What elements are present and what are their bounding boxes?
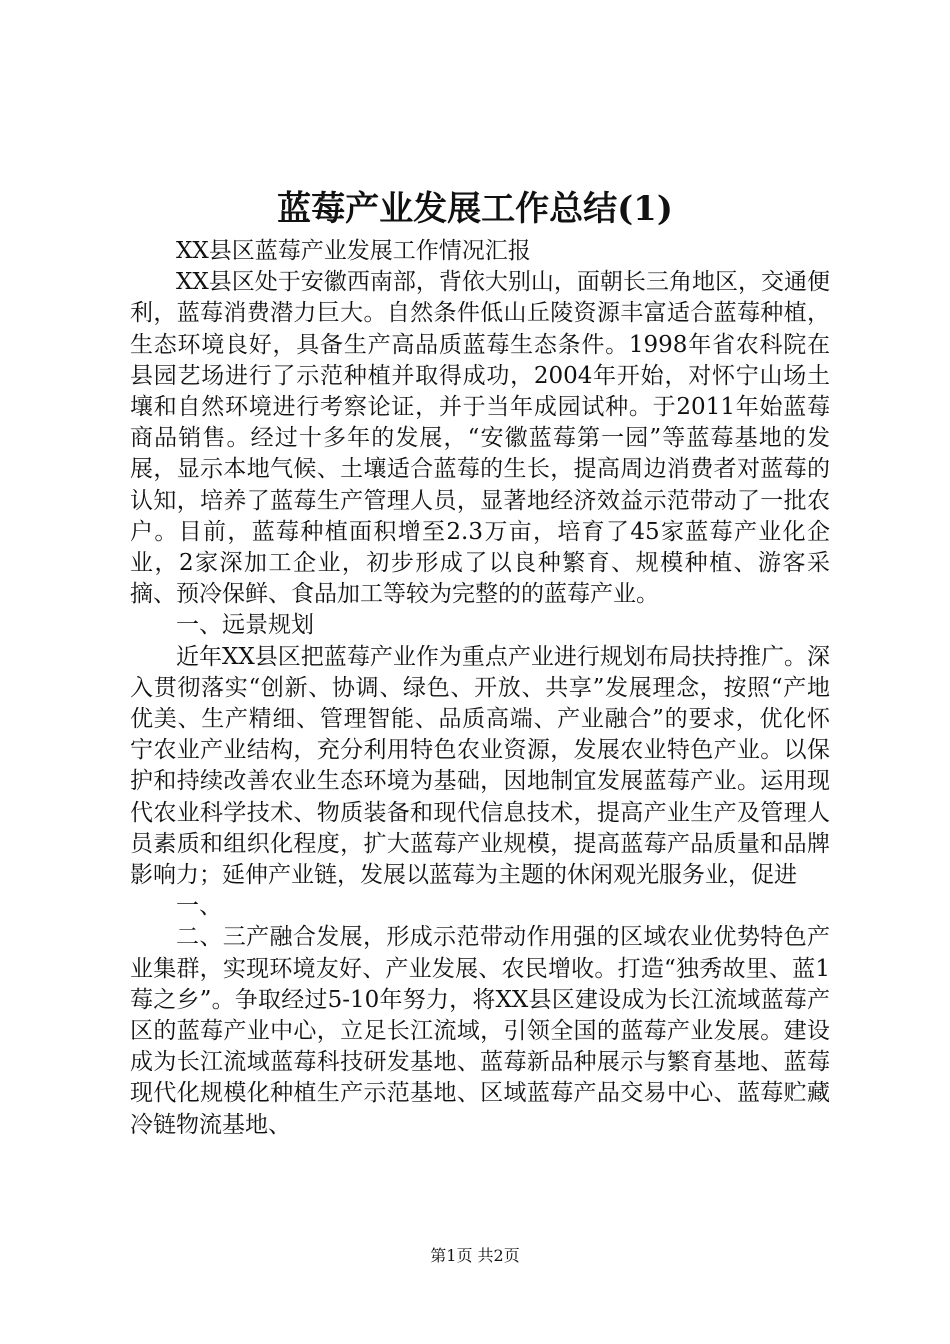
paragraph-integration: 二、三产融合发展，形成示范带动作用强的区域农业优势特色产业集群，实现环境友好、产业发展、农民增收。打造“独秀故里、蓝1莓之乡”。争取经过5-10年努力，将XX县区建设成为长江流域蓝莓产区的蓝莓产业中心，立足长江流域，引领全国的蓝莓产业发展。建设成为长江流域蓝莓科技研发基地、蓝莓新品种展示与繁育基地、蓝莓现代化规模化种植生产示范基地、区域蓝莓产品交易中心、蓝莓贮藏冷链物流基地、 bbox=[130, 924, 830, 1138]
paragraph-vision: 近年XX县区把蓝莓产业作为重点产业进行规划布局扶持推广。深入贯彻落实“创新、协调、绿色、开放、共享”发展理念，按照“产地优美、生产精细、管理智能、品质高端、产业融合”的要求，优化怀宁农业产业结构，充分利用特色农业资源，发展农业特色产业。以保护和持续改善农业生态环境为基础，因地制宜发展蓝莓产业。运用现代农业科学技术、物质装备和现代信息技术，提高产业生产及管理人员素质和组织化程度，扩大蓝莓产业规模，提高蓝莓产品质量和品牌影响力；延伸产业链，发展以蓝莓为主题的休闲观光服务业，促进 bbox=[130, 643, 830, 889]
document-body bbox=[130, 236, 830, 1141]
section-heading-vision: 一、远景规划 bbox=[176, 612, 314, 639]
report-subtitle: XX县区蓝莓产业发展工作情况汇报 bbox=[176, 238, 531, 264]
page-footer: 第1页 共2页 bbox=[430, 1246, 520, 1265]
list-marker-one: 一、 bbox=[176, 893, 222, 920]
paragraph-overview: XX县区处于安徽西南部，背依大别山，面朝长三角地区，交通便利，蓝莓消费潜力巨大。自然条件低山丘陵资源丰富适合蓝莓种植，生态环境良好，具备生产高品质蓝莓生态条件。1998年省农科院在县园艺场进行了示范种植并取得成功，2004年开始，对怀宁山场土壤和自然环境进行考察论证，并于当年成园试种。于2011年始蓝莓商品销售。经过十多年的发展，“安徽蓝莓第一园”等蓝莓基地的发展，显示本地气候、土壤适合蓝莓的生长，提高周边消费者对蓝莓的认知，培养了蓝莓生产管理人员，显著地经济效益示范带动了一批农户。目前，蓝莓种植面积增至2.3万亩，培育了45家蓝莓产业化企业，2家深加工企业，初步形成了以良种繁育、规模种植、游客采摘、预冷保鲜、食品加工等较为完整的的蓝莓产业。 bbox=[130, 269, 830, 608]
document-title: 蓝莓产业发展工作总结(1) bbox=[277, 189, 673, 229]
